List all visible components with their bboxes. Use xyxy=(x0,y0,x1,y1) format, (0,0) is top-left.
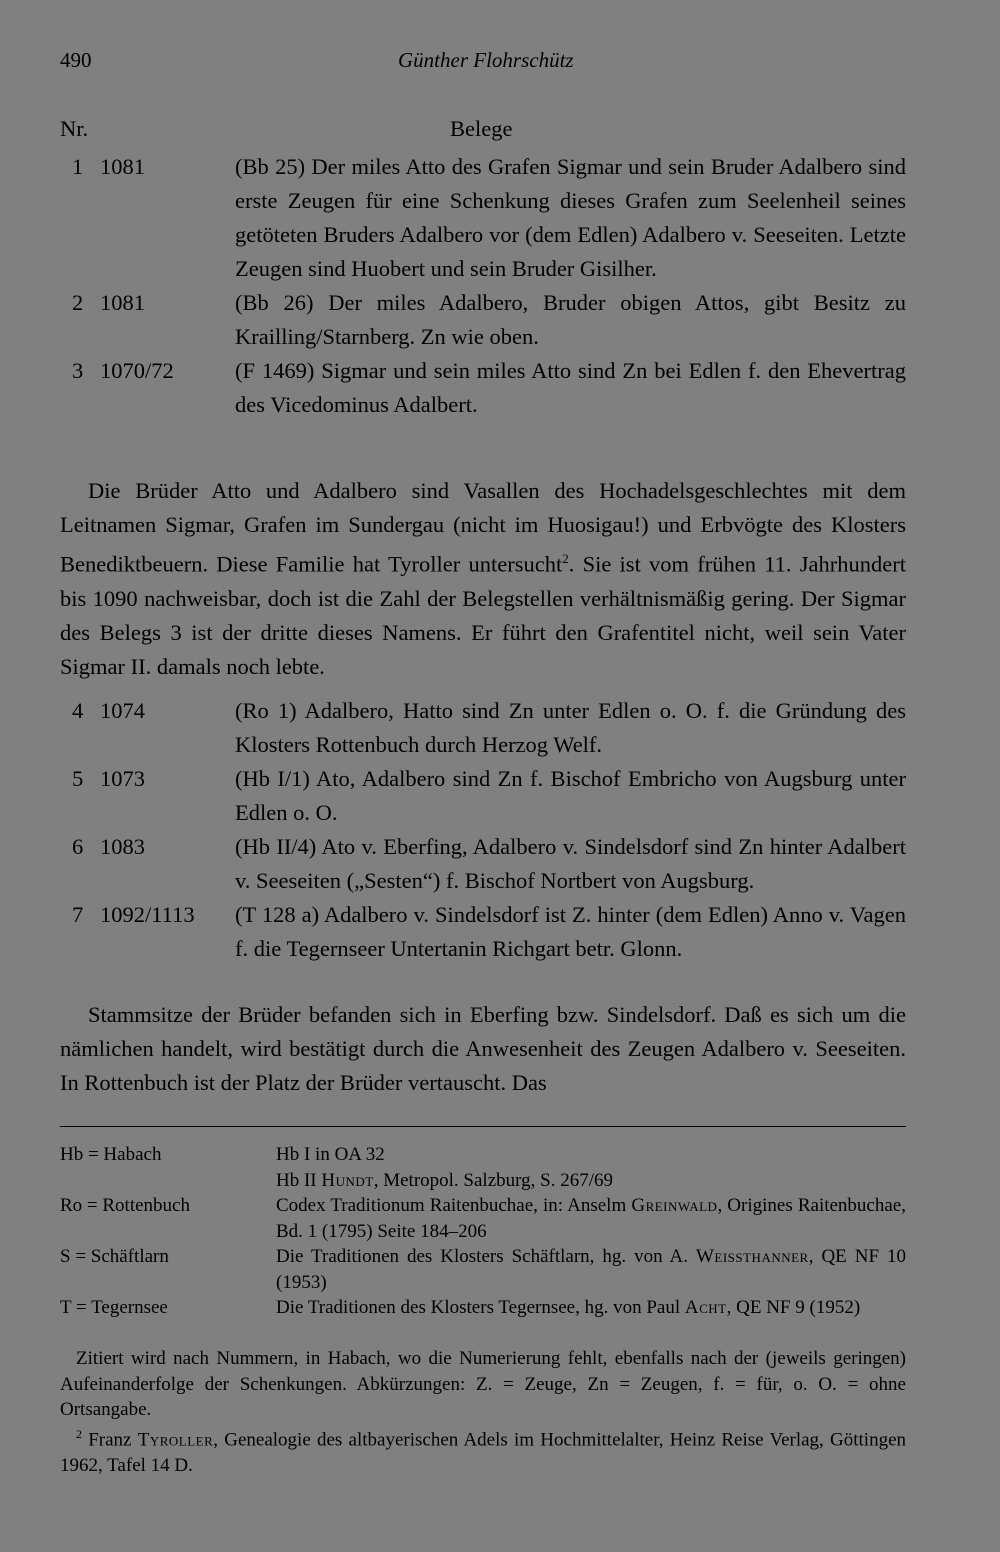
row-date: 1092/1113 xyxy=(100,902,195,927)
citation-text: Codex Traditionum Raitenbuchae, in: Anselm xyxy=(276,1195,632,1216)
row-date: 1081 xyxy=(100,290,145,315)
author-name: Weissthanner xyxy=(695,1246,809,1267)
abbreviation-value xyxy=(276,1193,906,1244)
citation-text: , Metropol. Salzburg, S. 267/69 xyxy=(373,1169,613,1191)
abbreviation-key: Ro = Rottenbuch xyxy=(60,1195,190,1216)
citation-text: , QE NF 9 (1952) xyxy=(726,1297,861,1318)
evidence-row xyxy=(60,286,906,354)
row-date: 1081 xyxy=(100,154,145,179)
row-date: 1074 xyxy=(100,698,145,723)
row-date: 1073 xyxy=(100,766,145,791)
row-text: (F 1469) Sigmar und sein miles Atto sind Zn bei Edlen f. den Ehevertrag des Vicedominus Adalbert. xyxy=(235,358,906,417)
row-number: 4 xyxy=(72,698,84,723)
footnote-separator xyxy=(60,1126,906,1127)
running-title: Günther Flohrschütz xyxy=(398,48,574,72)
citation-text: Die Traditionen des Klosters Schäftlarn, hg. von A. xyxy=(276,1246,696,1267)
paragraph-text: Die Brüder Atto und Adalbero sind Vasallen des Hochadelsgeschlechtes mit dem Leitnamen Sigmar, Grafen im Sundergau (nicht im Huosigau!) und Erbvögte des Klosters Benediktbeuern. Diese Familie hat Tyroller untersucht xyxy=(60,478,906,577)
footnote-text-continued: , Genealogie des altbayerischen Adels im Hochmittelalter, Heinz Reise Verlag, Göttingen 1962, Tafel 14 D. xyxy=(60,1429,907,1476)
author-name: Greinwald xyxy=(631,1195,718,1216)
body-paragraph-2: Stammsitze der Brüder befanden sich in Eberfing bzw. Sindelsdorf. Daß es sich um die nämlichen handelt, wird bestätigt durch die Anwesenheit des Zeugen Adalbero v. Seeseiten. In Rottenbuch ist der Platz der Brüder vertauscht. Das xyxy=(60,1002,906,1095)
row-number: 6 xyxy=(72,834,84,859)
evidence-table-1 xyxy=(60,116,906,422)
row-number: 5 xyxy=(72,766,84,791)
abbreviation-note: Zitiert wird nach Nummern, in Habach, wo die Numerierung fehlt, ebenfalls nach der (jeweils geringen) Aufeinanderfolge der Schenkungen. Abkürzungen: Z. = Zeuge, Zn = Zeugen, f. = für, o. O. = ohne Ortsangabe. xyxy=(60,1348,906,1420)
evidence-row xyxy=(60,694,906,762)
paragraph-text-continued: . Sie ist vom frühen 11. Jahrhundert bis 1090 nachweisbar, doch ist die Zahl der Belegstellen verhältnismäßig gering. Der Sigmar des Belegs 3 ist der dritte dieses Namens. Er führt den Grafentitel nicht, weil sein Vater Sigmar II. damals noch lebte. xyxy=(60,551,906,679)
footnote-reference: 2 xyxy=(562,551,569,566)
column-header-nr: Nr. xyxy=(60,116,89,141)
page-number: 490 xyxy=(60,48,92,72)
abbreviation-line xyxy=(276,1168,906,1194)
row-date: 1070/72 xyxy=(100,358,174,383)
evidence-table-2 xyxy=(60,694,906,966)
footnote-number: 2 xyxy=(76,1427,82,1441)
footnote-text: Franz xyxy=(88,1429,138,1451)
abbreviation-line xyxy=(276,1142,906,1168)
citation-text: , QE NF 10 (1953) xyxy=(276,1246,906,1293)
evidence-row xyxy=(60,762,906,830)
row-text: (T 128 a) Adalbero v. Sindelsdorf ist Z. hinter (dem Edlen) Anno v. Vagen f. die Tegernseer Untertanin Richgart betr. Glonn. xyxy=(235,902,906,961)
abbreviation-entry xyxy=(60,1244,906,1295)
abbreviation-value xyxy=(276,1244,906,1295)
abbreviation-entry xyxy=(60,1295,906,1321)
citation-text: Die Traditionen des Klosters Tegernsee, hg. von Paul xyxy=(276,1297,685,1318)
abbreviation-entry xyxy=(60,1193,906,1244)
evidence-row xyxy=(60,898,906,966)
row-number: 2 xyxy=(72,290,84,315)
citation-text: Hb I in OA 32 xyxy=(276,1144,385,1165)
row-text: (Ro 1) Adalbero, Hatto sind Zn unter Edlen o. O. f. die Gründung des Klosters Rottenbuch durch Herzog Welf. xyxy=(235,698,906,757)
row-text: (Bb 26) Der miles Adalbero, Bruder obigen Attos, gibt Besitz zu Krailling/Starnberg. Zn wie oben. xyxy=(235,290,906,349)
evidence-row xyxy=(60,150,906,286)
abbreviation-key: S = Schäftlarn xyxy=(60,1246,169,1267)
row-text: (Hb II/4) Ato v. Eberfing, Adalbero v. Sindelsdorf sind Zn hinter Adalbert v. Seeseiten („Sesten“) f. Bischof Nortbert von Augsburg. xyxy=(235,834,906,893)
abbreviation-key: T = Tegernsee xyxy=(60,1297,168,1318)
evidence-row xyxy=(60,354,906,422)
row-number: 3 xyxy=(72,358,84,383)
author-name: Hundt xyxy=(321,1169,374,1191)
citation-text: , Origines Raitenbuchae, Bd. 1 (1795) Seite 184–206 xyxy=(276,1195,906,1242)
evidence-row xyxy=(60,830,906,898)
table-header xyxy=(60,116,906,150)
citation-text: Hb II xyxy=(276,1169,322,1191)
author-name: Tyroller xyxy=(137,1429,214,1451)
row-text: (Bb 25) Der miles Atto des Grafen Sigmar und sein Bruder Adalbero sind erste Zeugen für eine Schenkung dieses Grafen zum Seelenheil seines getöteten Bruders Adalbero vor (dem Edlen) Adalbero v. Seeseiten. Letzte Zeugen sind Huobert und sein Bruder Gisilher. xyxy=(235,154,906,281)
abbreviation-key: Hb = Habach xyxy=(60,1144,162,1165)
row-number: 1 xyxy=(72,154,84,179)
author-name: Acht xyxy=(684,1297,727,1318)
row-date: 1083 xyxy=(100,834,145,859)
footnote-2 xyxy=(60,1422,906,1478)
row-text: (Hb I/1) Ato, Adalbero sind Zn f. Bischof Embricho von Augsburg unter Edlen o. O. xyxy=(235,766,906,825)
abbreviation-entry xyxy=(60,1142,906,1193)
body-paragraph-1 xyxy=(60,474,906,684)
column-header-belege: Belege xyxy=(450,116,513,141)
abbreviation-value xyxy=(276,1142,906,1193)
abbreviation-list xyxy=(60,1142,906,1321)
row-number: 7 xyxy=(72,902,84,927)
abbreviation-value xyxy=(276,1295,906,1321)
